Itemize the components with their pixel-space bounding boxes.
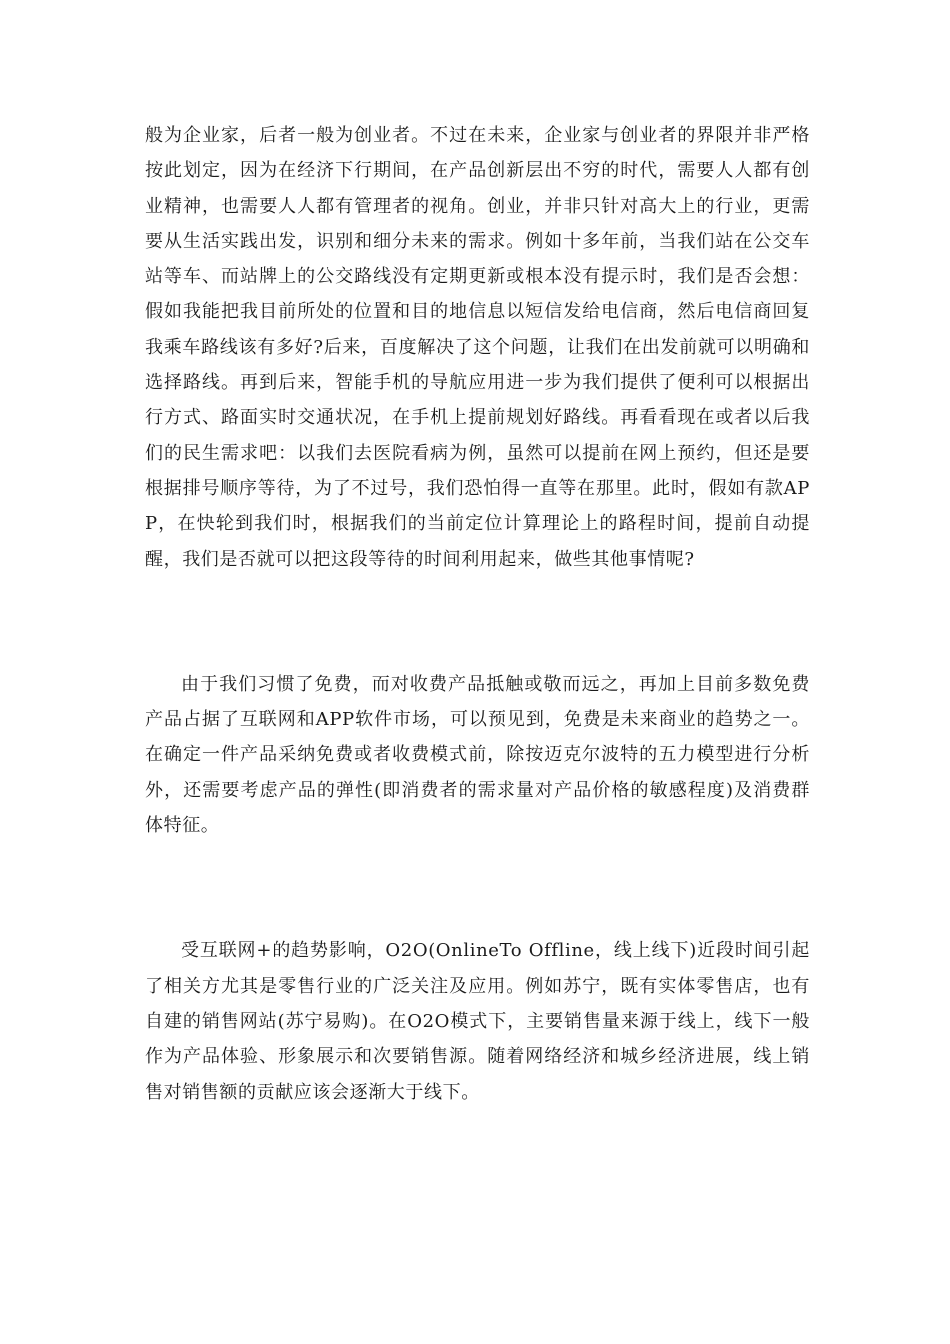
paragraph-free-business-model: 由于我们习惯了免费，而对收费产品抵触或敬而远之，再加上目前多数免费产品占据了互联网和APP软件市场，可以预见到，免费是未来商业的趋势之一。在确定一件产品采纳免费或者收费模式前，除按迈克尔波特的五力模型进行分析外，还需要考虑产品的弹性(即消费者的需求量对产品价格的敏感程度)及消费群体特征。 [145,673,810,837]
paragraph-entrepreneurship: 般为企业家，后者一般为创业者。不过在未来，企业家与创业者的界限并非严格按此划定，因为在经济下行期间，在产品创新层出不穷的时代，需要人人都有创业精神，也需要人人都有管理者的视角。创业，并非只针对高大上的行业，更需要从生活实践出发，识别和细分未来的需求。例如十多年前，当我们站在公交车站等车、而站牌上的公交路线没有定期更新或根本没有提示时，我们是否会想：假如我能把我目前所处的位置和目的地信息以短信发给电信商，然后电信商回复我乘车路线该有多好?后来，百度解决了这个问题，让我们在出发前就可以明确和选择路线。再到后来，智能手机的导航应用进一步为我们提供了便利可以根据出行方式、路面实时交通状况，在手机上提前规划好路线。再看看现在或者以后我们的民生需求吧：以我们去医院看病为例，虽然可以提前在网上预约，但还是要根据排号顺序等待，为了不过号，我们恐怕得一直等在那里。此时，假如有款APP，在快轮到我们时，根据我们的当前定位计算理论上的路程时间，提前自动提醒，我们是否就可以把这段等待的时间利用起来，做些其他事情呢? [145,125,810,570]
paragraph-o2o: 受互联网+的趋势影响，O2O(OnlineTo Offline，线上线下)近段时间引起了相关方尤其是零售行业的广泛关注及应用。例如苏宁，既有实体零售店，也有自建的销售网站(苏宁易购)。在O2O模式下，主要销售量来源于线上，线下一般作为产品体验、形象展示和次要销售源。随着网络经济和城乡经济进展，线上销售对销售额的贡献应该会逐渐大于线下。 [145,940,810,1103]
document-body [145,118,810,1110]
